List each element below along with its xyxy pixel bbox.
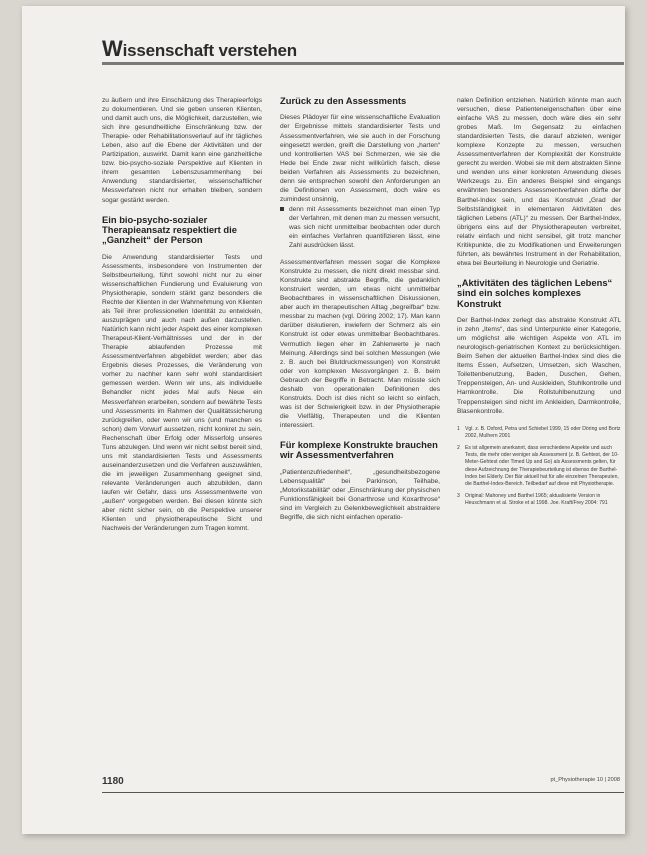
footnote: [457, 445, 621, 488]
paragraph: Die Anwendung standardisierter Tests und Assessments, insbesondere von Instrumenten der Selbstbeurteilung, führt sowohl nicht nur zu einer wissenschaftlichen Fundierung und Evaluierung von Physiotherapie, sondern stärkt ganz besonders die Rechte der Klienten in der Wahrnehmung von Klienten als Teil ihrer professionellen Identität zu entwickeln, auszuprägen und auch nach außen darzustellen. Natürlich kann nicht jeder Aspekt des einer komplexen Therapeut-Klient-Verhältnisses und der in der Therapie ablaufenden Prozesse mit Assessmentverfahren abgebildet werden; aber das Ergebnis dieses Prozesses, die Veränderung von vorher zu nachher kann sehr wohl standardisiert gemessen werden. Wenn wir uns, als individuelle Behandler nicht jedes Mal aufs Neue ein Messverfahren erarbeiten, sondern auf bewährte Tests und Assessments im Rahmen der Qualitätssicherung zurückgreifen, oder wenn wir uns (und manchen es schon) dem Vorwurf aussetzen, nicht konkret zu sein, Rechenschaft über Erfolg oder Misserfolg unseres Tuns abzulegen. Und wenn wir nicht selbst bereit sind, uns mit standardisierten Tests und Assessments auseinanderzusetzen und die Verfahren auszuwählen, die im jeweiligen Zusammenhang geeignet sind, relevante Veränderungen auch abzubilden, dann laufen wir Gefahr, dass uns Assessmentwerte von „außen“ vorgegeben werden. Bei diesen könnte sich aber nicht sicher sein, ob die Perspektive unserer Klienten und physiotherapeutische Sicht und Nachweis der Veränderungen zum Tragen kommt.: [102, 253, 262, 533]
paragraph: „Patientenzufriedenheit“, „gesundheitsbezogene Lebensqualität“ bei Parkinson, Teilhabe, „Motorikstabilität“ oder „Einschränkung der physischen Funktionsfähigkeit bei Gonarthrose und Koxarthrose“ sind im Vergleich zu Gelenkbeweglichkeit abstraktere Begriffe, die sich nicht einfachen operatio-: [280, 468, 440, 522]
list-item-text: denn mit Assessments bezeichnet man einen Typ der Verfahren, mit denen man zu messen versucht, was sich nicht unmittelbar beobachten oder durch ein einfaches Verfahren quantifizieren lässt, eine Zahl ausdrücken lässt.: [289, 205, 440, 250]
paragraph: Assessmentverfahren messen sogar die Komplexe Konstrukte zu messen, die nicht direkt messbar sind. Konstrukte sind abstrakte Begriffe, die gedanklich konstruiert werden, um etwas nicht unmittelbar Beobachtbares in wissenschaftlichen Diskussionen, aber auch im therapeutischen Alltag „begreifbar“ bzw. messbar zu machen (vgl. Döring 2002; 17). Man kann darüber diskutieren, inwiefern der Schmerz als ein Konstrukt ist oder etwas unmittelbar Beobachtbares. Vermutlich liegen eher im Zahlenwerte je nach Meinung. Allerdings sind bei solchen Messungen (wie z. B. auch bei Blutdruckmessungen) von Konstrukt oder von komplexen Messvorgängen z. B. beim Gebrauch der Begriffe in Betracht. Man müsste sich deshalb von operationalen Definitionen des Konstrukts. Doch ist dies nicht so leicht so einfach, was ist der Schwierigkeit bzw. in der Physiotherapie die Vielfältig, Therapeuten und die Klienten interessiert.: [280, 259, 440, 429]
footnote-number: 3: [457, 493, 460, 500]
section-title-rest: issenschaft verstehen: [122, 41, 297, 60]
subheading: „Aktivitäten des täglichen Lebens“ sind ein solches komplexes Konstrukt: [457, 276, 613, 309]
document-page: [22, 6, 625, 834]
footer-rule: [102, 792, 624, 793]
header-rule: [102, 62, 624, 65]
subheading: Zurück zu den Assessments: [280, 95, 407, 106]
footnote-text: Original: Mahoney und Barthel 1965; aktualisierte Version in Heuschmann et al. Stroke et al 1998. Joe. Kraft/Frey 2004: 791: [465, 493, 608, 507]
list-item: [280, 205, 440, 250]
text-column-3: [457, 96, 621, 513]
footnotes: [457, 426, 621, 508]
bullet-list: [280, 205, 440, 250]
footnote-number: 2: [457, 445, 460, 452]
paragraph: zu äußern und ihre Einschätzung des Therapieerfolgs zu dokumentieren. Und sie geben unseren Klienten, und damit auch uns, die Möglichkeit, darzustellen, wie sich ihre gesundheitliche Einschränkung bzw. der Therapie- oder Rehabilitationsverlauf auf ihr tägliches Leben, also auf die Ebene der Aktivitäten und der Partizipation, auswirkt. Damit kann eine ganzheitliche bzw. bio-psycho-soziale Perspektive auf Klienten in ihrem gesamten Lebenszusammenhang bei Anwendung standardisierter, wissenschaftlicher Messverfahren nicht nur erhalten bleiben, sondern sogar gestärkt werden.: [102, 97, 262, 204]
paragraph: Der Barthel-Index zerlegt das abstrakte Konstrukt ATL in zehn „Items“, das sind Unterpunkte einer Kategorie, um möglichst alle wichtigen Aspekte von ATL im neurologisch-geriatrischen Kontext zu berücksichtigen. Beim Sehen der aktuellen Barthel-Index sind dies die Items Essen, Aufsetzen, Umsetzen, sich Waschen, Toilettenbenutzung, Baden, Duschen, Gehen, Treppensteigen, An- und Auskleiden, Stuhlkontrolle und Harnkontrolle. Die Rollstuhlbenutzung und Treppensteigen sind nicht im Ankleiden, Darmkontrolle, Blasenkontrolle.: [457, 317, 621, 415]
subheading: Ein bio-psycho-sozialer Therapieansatz respektiert die „Ganzheit“ der Person: [102, 213, 237, 246]
subheading: Für komplexe Konstrukte brauchen wir Assessmentverfahren: [280, 439, 438, 461]
text-column-2: [280, 96, 440, 522]
footnote-text: Vgl. z. B. Oxford, Petra und Schiebel 1999, 15 oder Döring und Bortz 2002, Mulhern 2001: [465, 425, 621, 439]
text-column-1: [102, 96, 262, 533]
page-number: 1180: [102, 776, 124, 787]
section-title: [102, 36, 297, 62]
paragraph: nalen Definition entziehen. Natürlich könnte man auch versuchen, diese Patienteneigenschaften über eine einfache VAS zu messen, doch wäre dies ein sehr grobes Maß. Im Gegensatz zu einfachen standardisierten Tests, die darauf abzielen, weniger komplexe Konzepte zu messen, versuchen Assessmentverfahren der Komplexität der Konstrukte gerecht zu werden. Wobei sie mit dem abstrakten Sinne und wenden uns einer konkreten Anwendung dieses Werkzeugs zu. Ein anderes Beispiel sind eingangs erwähnten besonders Assessmentverfahren dürfte der Barthel-Index sein, und das Konstrukt „Grad der Selbstständigkeit in elementaren Aktivitäten des täglichen Lebens (ATL)“ zu messen. Der Barthel-Index, übrigens eins auf der Physiotherapeuten verbreitet, relativ einfach und nicht sensibel, gilt trotz mancher Kritikpunkte, die zu Modifikationen und Erweiterungen führten, als bewährtes Instrument in der Rehabilitation, etwa bei Beurteilung in Neurologie und Geriatrie.: [457, 97, 621, 267]
bullet-icon: [280, 207, 284, 211]
footnote: [457, 426, 621, 440]
section-title-initial: W: [102, 36, 123, 61]
journal-issue: pt_Physiotherapie 10 | 2008: [550, 777, 620, 783]
footnote-text: Es ist allgemein anerkannt, dass verschiedene Aspekte und auch Tests, die mehr oder weniger als Assessment (z. B. Gehtest, der 10-Meter-Gehtest oder Timed Up and Go) als Assessments gelten, für diese Aufzeichnung der Therapiebeurteilung ist ebenso der Barthel-Index bei Elderly. Der Bär aktuell hat für alle einzelnen Therapeuten, die Barthel-Index-Bereich. Teilbedarf auf diese mit Physiotherapie.: [465, 445, 619, 488]
footnote-number: 1: [457, 425, 460, 432]
footnote: [457, 493, 621, 507]
paragraph: Dieses Plädoyer für eine wissenschaftliche Evaluation der Ergebnisse mittels standardisierter Tests und Assessmentverfahren, wie sie auch in der Forschung eingesetzt werden, greift die Darstellung von „harten“ und kontrollierten VAS bei Schmerzen, wie sie die Hede bei Ende zwar nicht willkürlich falsch, diese beiden Verfahren als Assessments zu bezeichnen, denn sie entsprechen sowohl den Anforderungen an die Definitionen von Assessment, doch wäre es zumindest unsinnig,: [280, 114, 440, 203]
